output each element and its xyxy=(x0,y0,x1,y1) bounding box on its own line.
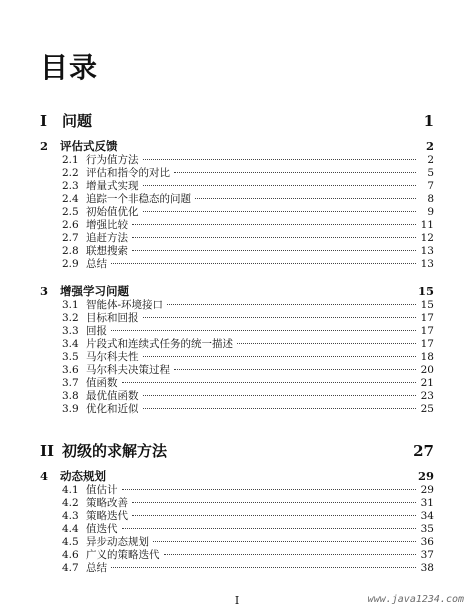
section-page-number: 11 xyxy=(420,219,434,231)
section-title: 马尔科夫决策过程 xyxy=(86,364,170,376)
section-title: 策略迭代 xyxy=(86,510,128,522)
section-title: 最优值函数 xyxy=(86,390,139,402)
section-number: 3.7 xyxy=(62,377,79,389)
section-page-number: 17 xyxy=(420,312,434,324)
chapter-title: 动态规划 xyxy=(60,469,106,483)
chapter-row[interactable] xyxy=(40,138,434,152)
section-title: 智能体-环境接口 xyxy=(86,299,164,311)
leader-dots xyxy=(143,158,417,160)
section-row[interactable] xyxy=(62,388,434,400)
section-page-number: 7 xyxy=(427,180,434,192)
section-page-number: 23 xyxy=(420,390,434,402)
section-row[interactable] xyxy=(62,534,434,546)
section-row[interactable] xyxy=(62,243,434,255)
section-row[interactable] xyxy=(62,310,434,322)
leader-dots xyxy=(122,488,417,490)
section-row[interactable] xyxy=(62,204,434,216)
part-page-number: 1 xyxy=(423,112,434,130)
leader-dots xyxy=(111,329,416,331)
section-row[interactable] xyxy=(62,362,434,374)
part-row[interactable] xyxy=(40,110,434,128)
leader-dots xyxy=(111,566,416,568)
leader-dots xyxy=(153,540,416,542)
leader-dots xyxy=(174,368,416,370)
part-title: 初级的求解方法 xyxy=(62,442,168,460)
section-title: 追踪一个非稳态的问题 xyxy=(86,193,191,205)
chapter-page-number: 29 xyxy=(417,469,434,483)
section-row[interactable] xyxy=(62,375,434,387)
section-number: 2.3 xyxy=(62,180,79,192)
section-page-number: 38 xyxy=(420,562,434,574)
leader-dots xyxy=(143,316,417,318)
section-row[interactable] xyxy=(62,217,434,229)
section-page-number: 13 xyxy=(420,245,434,257)
footer-page-number: I xyxy=(234,594,240,607)
leader-dots xyxy=(122,381,417,383)
section-number: 2.6 xyxy=(62,219,79,231)
section-title: 马尔科夫性 xyxy=(86,351,139,363)
section-row[interactable] xyxy=(62,178,434,190)
part-row[interactable] xyxy=(40,440,434,458)
section-title: 增量式实现 xyxy=(86,180,139,192)
leader-dots xyxy=(164,553,417,555)
section-title: 值函数 xyxy=(86,377,118,389)
section-row[interactable] xyxy=(62,521,434,533)
section-number: 3.3 xyxy=(62,325,79,337)
section-number: 4.1 xyxy=(62,484,79,496)
section-number: 2.2 xyxy=(62,167,79,179)
leader-dots xyxy=(111,262,416,264)
section-number: 4.4 xyxy=(62,523,79,535)
section-page-number: 17 xyxy=(420,338,434,350)
section-title: 行为值方法 xyxy=(86,154,139,166)
section-title: 总结 xyxy=(86,258,107,270)
section-page-number: 37 xyxy=(420,549,434,561)
section-title: 值估计 xyxy=(86,484,118,496)
section-number: 3.6 xyxy=(62,364,79,376)
section-number: 2.4 xyxy=(62,193,79,205)
section-row[interactable] xyxy=(62,482,434,494)
chapter-title: 评估式反馈 xyxy=(60,139,118,153)
chapter-number: 2 xyxy=(40,139,49,153)
part-number: I xyxy=(40,112,48,130)
section-title: 回报 xyxy=(86,325,107,337)
leader-dots xyxy=(143,394,417,396)
leader-dots xyxy=(195,197,416,199)
section-number: 2.5 xyxy=(62,206,79,218)
section-number: 2.9 xyxy=(62,258,79,270)
section-page-number: 5 xyxy=(427,167,434,179)
section-row[interactable] xyxy=(62,495,434,507)
leader-dots xyxy=(132,223,416,225)
section-title: 增强比较 xyxy=(86,219,128,231)
section-title: 目标和回报 xyxy=(86,312,139,324)
section-title: 总结 xyxy=(86,562,107,574)
section-number: 3.9 xyxy=(62,403,79,415)
part-title: 问题 xyxy=(62,112,93,130)
section-page-number: 35 xyxy=(420,523,434,535)
section-page-number: 25 xyxy=(420,403,434,415)
section-row[interactable] xyxy=(62,297,434,309)
section-row[interactable] xyxy=(62,336,434,348)
section-row[interactable] xyxy=(62,230,434,242)
section-page-number: 9 xyxy=(427,206,434,218)
section-page-number: 12 xyxy=(420,232,434,244)
watermark: www.java1234.com xyxy=(367,594,464,605)
section-page-number: 13 xyxy=(420,258,434,270)
section-number: 2.1 xyxy=(62,154,79,166)
leader-dots xyxy=(143,184,417,186)
section-row[interactable] xyxy=(62,401,434,413)
section-title: 优化和近似 xyxy=(86,403,139,415)
chapter-number: 4 xyxy=(40,469,49,483)
section-page-number: 34 xyxy=(420,510,434,522)
part-page-number: 27 xyxy=(413,442,434,460)
leader-dots xyxy=(174,171,416,173)
section-row[interactable] xyxy=(62,547,434,559)
leader-dots xyxy=(143,210,417,212)
section-page-number: 29 xyxy=(420,484,434,496)
section-page-number: 20 xyxy=(420,364,434,376)
section-page-number: 31 xyxy=(420,497,434,509)
section-page-number: 18 xyxy=(420,351,434,363)
section-number: 4.2 xyxy=(62,497,79,509)
section-title: 评估和指令的对比 xyxy=(86,167,170,179)
section-number: 4.5 xyxy=(62,536,79,548)
section-number: 3.1 xyxy=(62,299,79,311)
section-number: 4.7 xyxy=(62,562,79,574)
chapter-row[interactable] xyxy=(40,283,434,297)
toc-title: 目录 xyxy=(40,51,99,84)
section-row[interactable] xyxy=(62,152,434,164)
section-row[interactable] xyxy=(62,323,434,335)
chapter-page-number: 2 xyxy=(425,139,434,153)
section-row[interactable] xyxy=(62,256,434,268)
leader-dots xyxy=(143,407,417,409)
leader-dots xyxy=(132,514,416,516)
section-page-number: 17 xyxy=(420,325,434,337)
section-row[interactable] xyxy=(62,165,434,177)
section-number: 2.7 xyxy=(62,232,79,244)
section-row[interactable] xyxy=(62,508,434,520)
section-number: 3.5 xyxy=(62,351,79,363)
chapter-row[interactable] xyxy=(40,468,434,482)
section-row[interactable] xyxy=(62,191,434,203)
section-number: 4.6 xyxy=(62,549,79,561)
leader-dots xyxy=(237,342,416,344)
section-number: 3.8 xyxy=(62,390,79,402)
section-page-number: 2 xyxy=(427,154,434,166)
leader-dots xyxy=(167,303,416,305)
section-title: 联想搜索 xyxy=(86,245,128,257)
leader-dots xyxy=(132,236,416,238)
section-row[interactable] xyxy=(62,349,434,361)
section-title: 追赶方法 xyxy=(86,232,128,244)
section-number: 2.8 xyxy=(62,245,79,257)
section-page-number: 15 xyxy=(420,299,434,311)
part-number: II xyxy=(40,442,55,460)
section-title: 策略改善 xyxy=(86,497,128,509)
chapter-page-number: 15 xyxy=(417,284,434,298)
leader-dots xyxy=(132,249,416,251)
leader-dots xyxy=(122,527,417,529)
section-row[interactable] xyxy=(62,560,434,572)
section-page-number: 36 xyxy=(420,536,434,548)
section-title: 初始值优化 xyxy=(86,206,139,218)
chapter-number: 3 xyxy=(40,284,49,298)
section-title: 广义的策略迭代 xyxy=(86,549,160,561)
leader-dots xyxy=(143,355,417,357)
section-number: 4.3 xyxy=(62,510,79,522)
section-number: 3.2 xyxy=(62,312,79,324)
section-title: 值迭代 xyxy=(86,523,118,535)
section-page-number: 21 xyxy=(420,377,434,389)
section-number: 3.4 xyxy=(62,338,79,350)
chapter-title: 增强学习问题 xyxy=(60,284,129,298)
leader-dots xyxy=(132,501,416,503)
section-title: 异步动态规划 xyxy=(86,536,149,548)
section-page-number: 8 xyxy=(427,193,434,205)
section-title: 片段式和连续式任务的统一描述 xyxy=(86,338,233,350)
